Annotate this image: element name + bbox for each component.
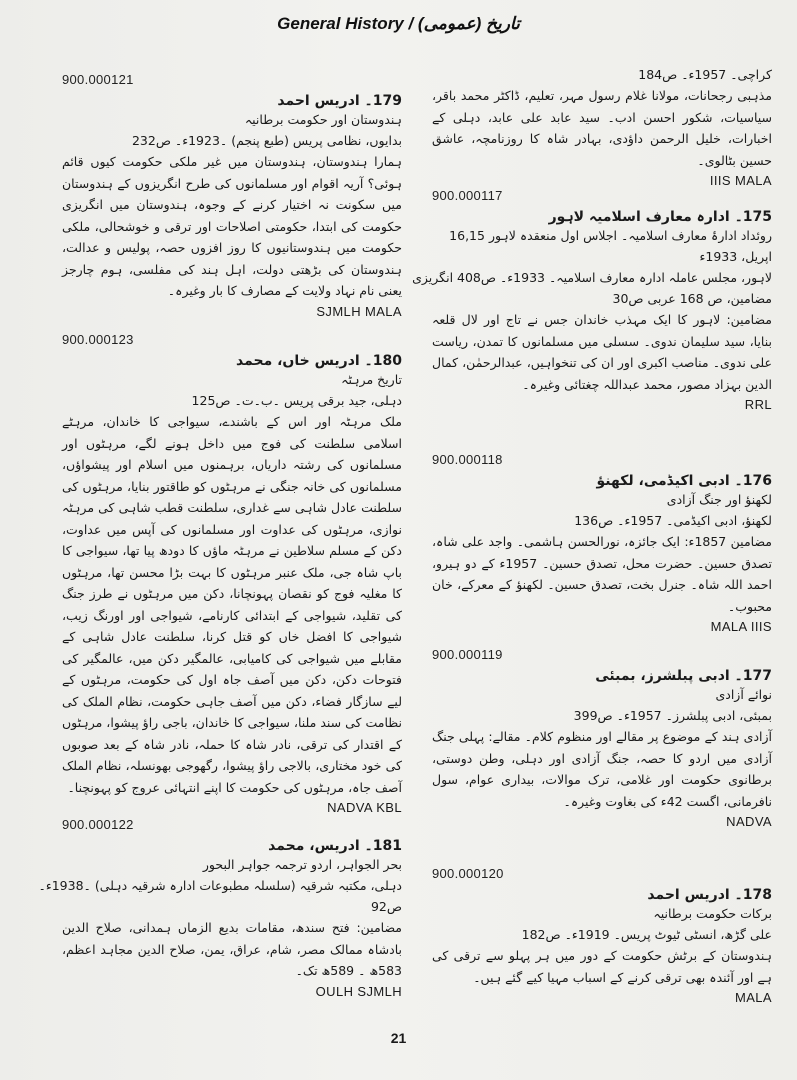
entry-imprint: لکھنؤ، ادبی اکیڈمی۔ 1957ء۔ ص136 xyxy=(574,513,772,528)
entry-code: 900.000121 xyxy=(62,72,134,87)
entry-contents: مضامین: لاہور کا ایک مہذب خاندان جس نے تاج اور لال قلعہ بنایا، سید سلیمان ندوی۔ سسلی میں مسلمانوں کا تمدن، ریاست علی ندوی۔ مناصب اکبری اور ان کی تنخواہیں، عبدالرحمٰن، کمال الدین بہزاد مصور، محمد عبداللہ چغتائی وغیرہ۔ xyxy=(432,312,772,392)
entry-180 xyxy=(62,332,402,815)
entry-imprint: دہلی، جید برقی پریس ۔ب۔ت۔ ص125 xyxy=(191,393,402,408)
entry-heading: 175۔ ادارہ معارف اسلامیہ لاہور xyxy=(548,209,772,225)
entry-imprint: علی گڑھ، انسٹی ٹیوٹ پریس۔ 1919ء۔ ص182 xyxy=(521,927,772,942)
entry-date: اپریل، 1933ء xyxy=(699,249,772,264)
entry-title: لکھنؤ اور جنگ آزادی xyxy=(666,492,772,507)
entry-heading: 176۔ ادبی اکیڈمی، لکھنؤ xyxy=(596,473,772,489)
entry-title: برکات حکومت برطانیہ xyxy=(653,906,772,921)
entry-contents: ملک مرہٹہ اور اس کے باشندے، سیواجی کا خاندان، مرہٹے اسلامی سلطنت کی فوج میں داخل ہونے لگے، مرہٹوں اور مسلمانوں کی رشتہ داریاں، برہمنوں میں اسلام اور پیشواؤں، مسلمانوں کی خانہ جنگی نے مرہٹوں کو طاقتور بنایا، مرہٹوں کی سلطنت عادل شاہی سے غداری، سلطنت قطب شاہی کی مرہٹہ نوازی، مرہٹوں کی عداوت اور مسلمانوں کی آپس میں عداوت، دکن کے مسلم سلاطین نے مرہٹہ ماؤں کا دودھ پیا تھا، سیواجی کا باپ شاہ جی، ملک عنبر مرہٹوں کا بہت بڑا محسن تھا، مرہٹوں کا مغلیہ فوج کو نقصان پہونچانا، دکن میں مرہٹوں نے طرز جنگ کی تقلید، شیواجی کے ابتدائی کارنامے، شیواجی اور اورنگ زیب، شیواجی کا افضل خاں کو قتل کرنا، سلطنت عادل شاہی کے مقابلے میں شیواجی کی کامیابی، عالمگیر دکن میں، عالمگیر کی فتوحات دکن، دکن میں آصف جاہ اول کی حکومت، مرہٹوں کے لیے سازگار فضاء، دکن میں آصف جاہی حکومت، نظام الملک کی نظامت کی سند ملنا، سیواجی کا خاندان، باجی راؤ پیشوا، مرہٹوں کے اقتدار کی ترقی، نادر شاہ کا حملہ، نادر شاہ کے بعد صوبوں کی خود مختاری، بالاجی راؤ پیشوا، رگھوجی بھونسلہ، نظام الملک آصف جاہ، مرہٹوں کی حکومت کا اپنے انتہائی عروج کو پہونچنا۔ xyxy=(62,414,402,795)
entry-library: RRL xyxy=(744,397,772,412)
entry-code: 900.000123 xyxy=(62,332,134,347)
entry-heading: 181۔ ادریس، محمد xyxy=(268,838,402,854)
entry-178 xyxy=(432,866,772,1005)
entry-177 xyxy=(432,647,772,829)
entry-library: SJMLH MALA xyxy=(316,303,402,319)
entry-library: MALA IIIS xyxy=(710,619,772,634)
entry-heading: 179۔ ادریس احمد xyxy=(277,93,402,109)
entry-imprint: بدایوں، نظامی پریس (طبع پنجم) ۔1923ء۔ ص232 xyxy=(131,133,402,148)
entry-heading: 180۔ ادریس خاں، محمد xyxy=(236,353,402,369)
entry-title: بحر الجواہر، اردو ترجمہ جواہر البحور xyxy=(202,857,402,872)
entry-code: 900.000117 xyxy=(432,188,503,203)
entry-library: NADVA xyxy=(726,814,772,829)
entry-pages: ص92 xyxy=(370,899,402,914)
page-number: 21 xyxy=(390,1030,407,1046)
entry-title: نوائے آزادی xyxy=(715,687,772,702)
entry-library: IIIS MALA xyxy=(709,173,772,188)
entry-imprint: دہلی، مکتبہ شرقیہ (سلسلہ مطبوعات ادارہ شرقیہ دہلی) ۔1938ء۔ xyxy=(38,878,402,893)
entry-176 xyxy=(432,452,772,634)
entry-181 xyxy=(38,817,402,999)
entry-title: تاریخ مرہٹہ xyxy=(341,372,402,387)
entry-174-continued xyxy=(432,64,772,188)
entry-heading: 178۔ ادریس احمد xyxy=(647,887,772,903)
entry-library: NADVA KBL xyxy=(327,800,402,815)
entry-179 xyxy=(62,72,402,319)
entry-contents: آزادی ہند کے موضوع پر مقالے اور منظوم کلام۔ مقالے: پہلی جنگ آزادی میں اردو کا حصہ، جنگ آزادی اور دہلی، وطن دوستی، برطانوی حکومت اور غلامی، ترک موالات، بیداری عوام، سول نافرمانی، اگست 42ء کی بغاوت وغیرہ۔ xyxy=(432,729,772,809)
entry-code: 900.000120 xyxy=(432,866,504,881)
entry-contents: مضامین: فتح سندھ، مقامات بدیع الزماں ہمدانی، صلاح الدین بادشاہ ممالک مصر، شام، عراق، یمن، صلاح الدین مجاہد اعظم، 583ھ ۔ 589ھ تک۔ xyxy=(62,920,402,978)
entry-library: MALA xyxy=(734,990,772,1005)
entry-contents: ہمارا ہندوستان، ہندوستان میں غیر ملکی حکومت کیوں قائم ہوئی؟ آریہ اقوام اور مسلمانوں کی طرح انگریزوں کے ہندوستان میں سکونت نہ اختیار کرنے کے وجوہ، ہندوستان میں انگریزی حکومت کی ابتدا، حکومتی اصلاحات اور ترقی و خوشحالی، ملکی حکومت میں ہندوستانیوں کا روز افزوں حصہ، پولیس و عدالت، ہندوستان کی بڑھتی دولت، اہل ہند کی مفلسی، ہوم چارجز یعنی نام نہاد ولایت کے مصارف کا بار وغیرہ۔ xyxy=(62,154,402,298)
entry-library: OULH SJMLH xyxy=(315,983,402,999)
page-header: General History / (عمومی) تاریخ xyxy=(277,14,520,33)
entry-title: روئداد ادارۂ معارف اسلامیہ۔ اجلاس اول منعقدہ لاہور 16,15 xyxy=(449,228,772,243)
entry-contents: مضامین 1857ء: ایک جائزہ، نورالحسن ہاشمی۔ واجد علی شاہ، تصدق حسین۔ حضرت محل، تصدق حسین۔ 1957ء کے دو ہیرو، احمد اللہ شاہ۔ جنرل بخت، تصدق حسین۔ لکھنؤ کے معرکے، خان محبوب۔ xyxy=(432,534,772,614)
entry-175 xyxy=(412,188,772,412)
entry-title: ہندوستان اور حکومت برطانیہ xyxy=(244,112,402,127)
entry-code: 900.000118 xyxy=(432,452,503,467)
entry-imprint: بمبئی، ادبی پبلشرز۔ 1957ء۔ ص399 xyxy=(573,708,772,723)
entry-contents: مذہبی رجحانات، مولانا غلام رسول مہر، تعلیم، ڈاکٹر محمد باقر، سیاسیات، شکور احسن ادب۔ سید عابد علی عابد، دہلی کے اخبارات، خلیل الرحمن داؤدی، بہادر شاہ کا روزنامچہ، عاشق حسین بٹالوی۔ xyxy=(432,88,772,168)
entry-imprint: لاہور، مجلس عاملہ ادارہ معارف اسلامیہ۔ 1933ء۔ ص408 انگریزی xyxy=(412,270,772,285)
entry-contents: ہندوستان کے برٹش حکومت کے دور میں ہر پہلو سے ترقی کی ہے اور آئندہ بھی ترقی کرنے کے اسباب مہیا کیے گئے ہیں۔ xyxy=(432,948,772,985)
entry-code: 900.000119 xyxy=(432,647,503,662)
entry-pages: مضامین، ص 168 عربی ص30 xyxy=(612,291,772,306)
entry-heading: 177۔ ادبی پبلشرز، بمبئی xyxy=(595,668,772,684)
entry-imprint: کراچی۔ 1957ء۔ ص184 xyxy=(638,67,772,82)
entry-code: 900.000122 xyxy=(62,817,134,832)
